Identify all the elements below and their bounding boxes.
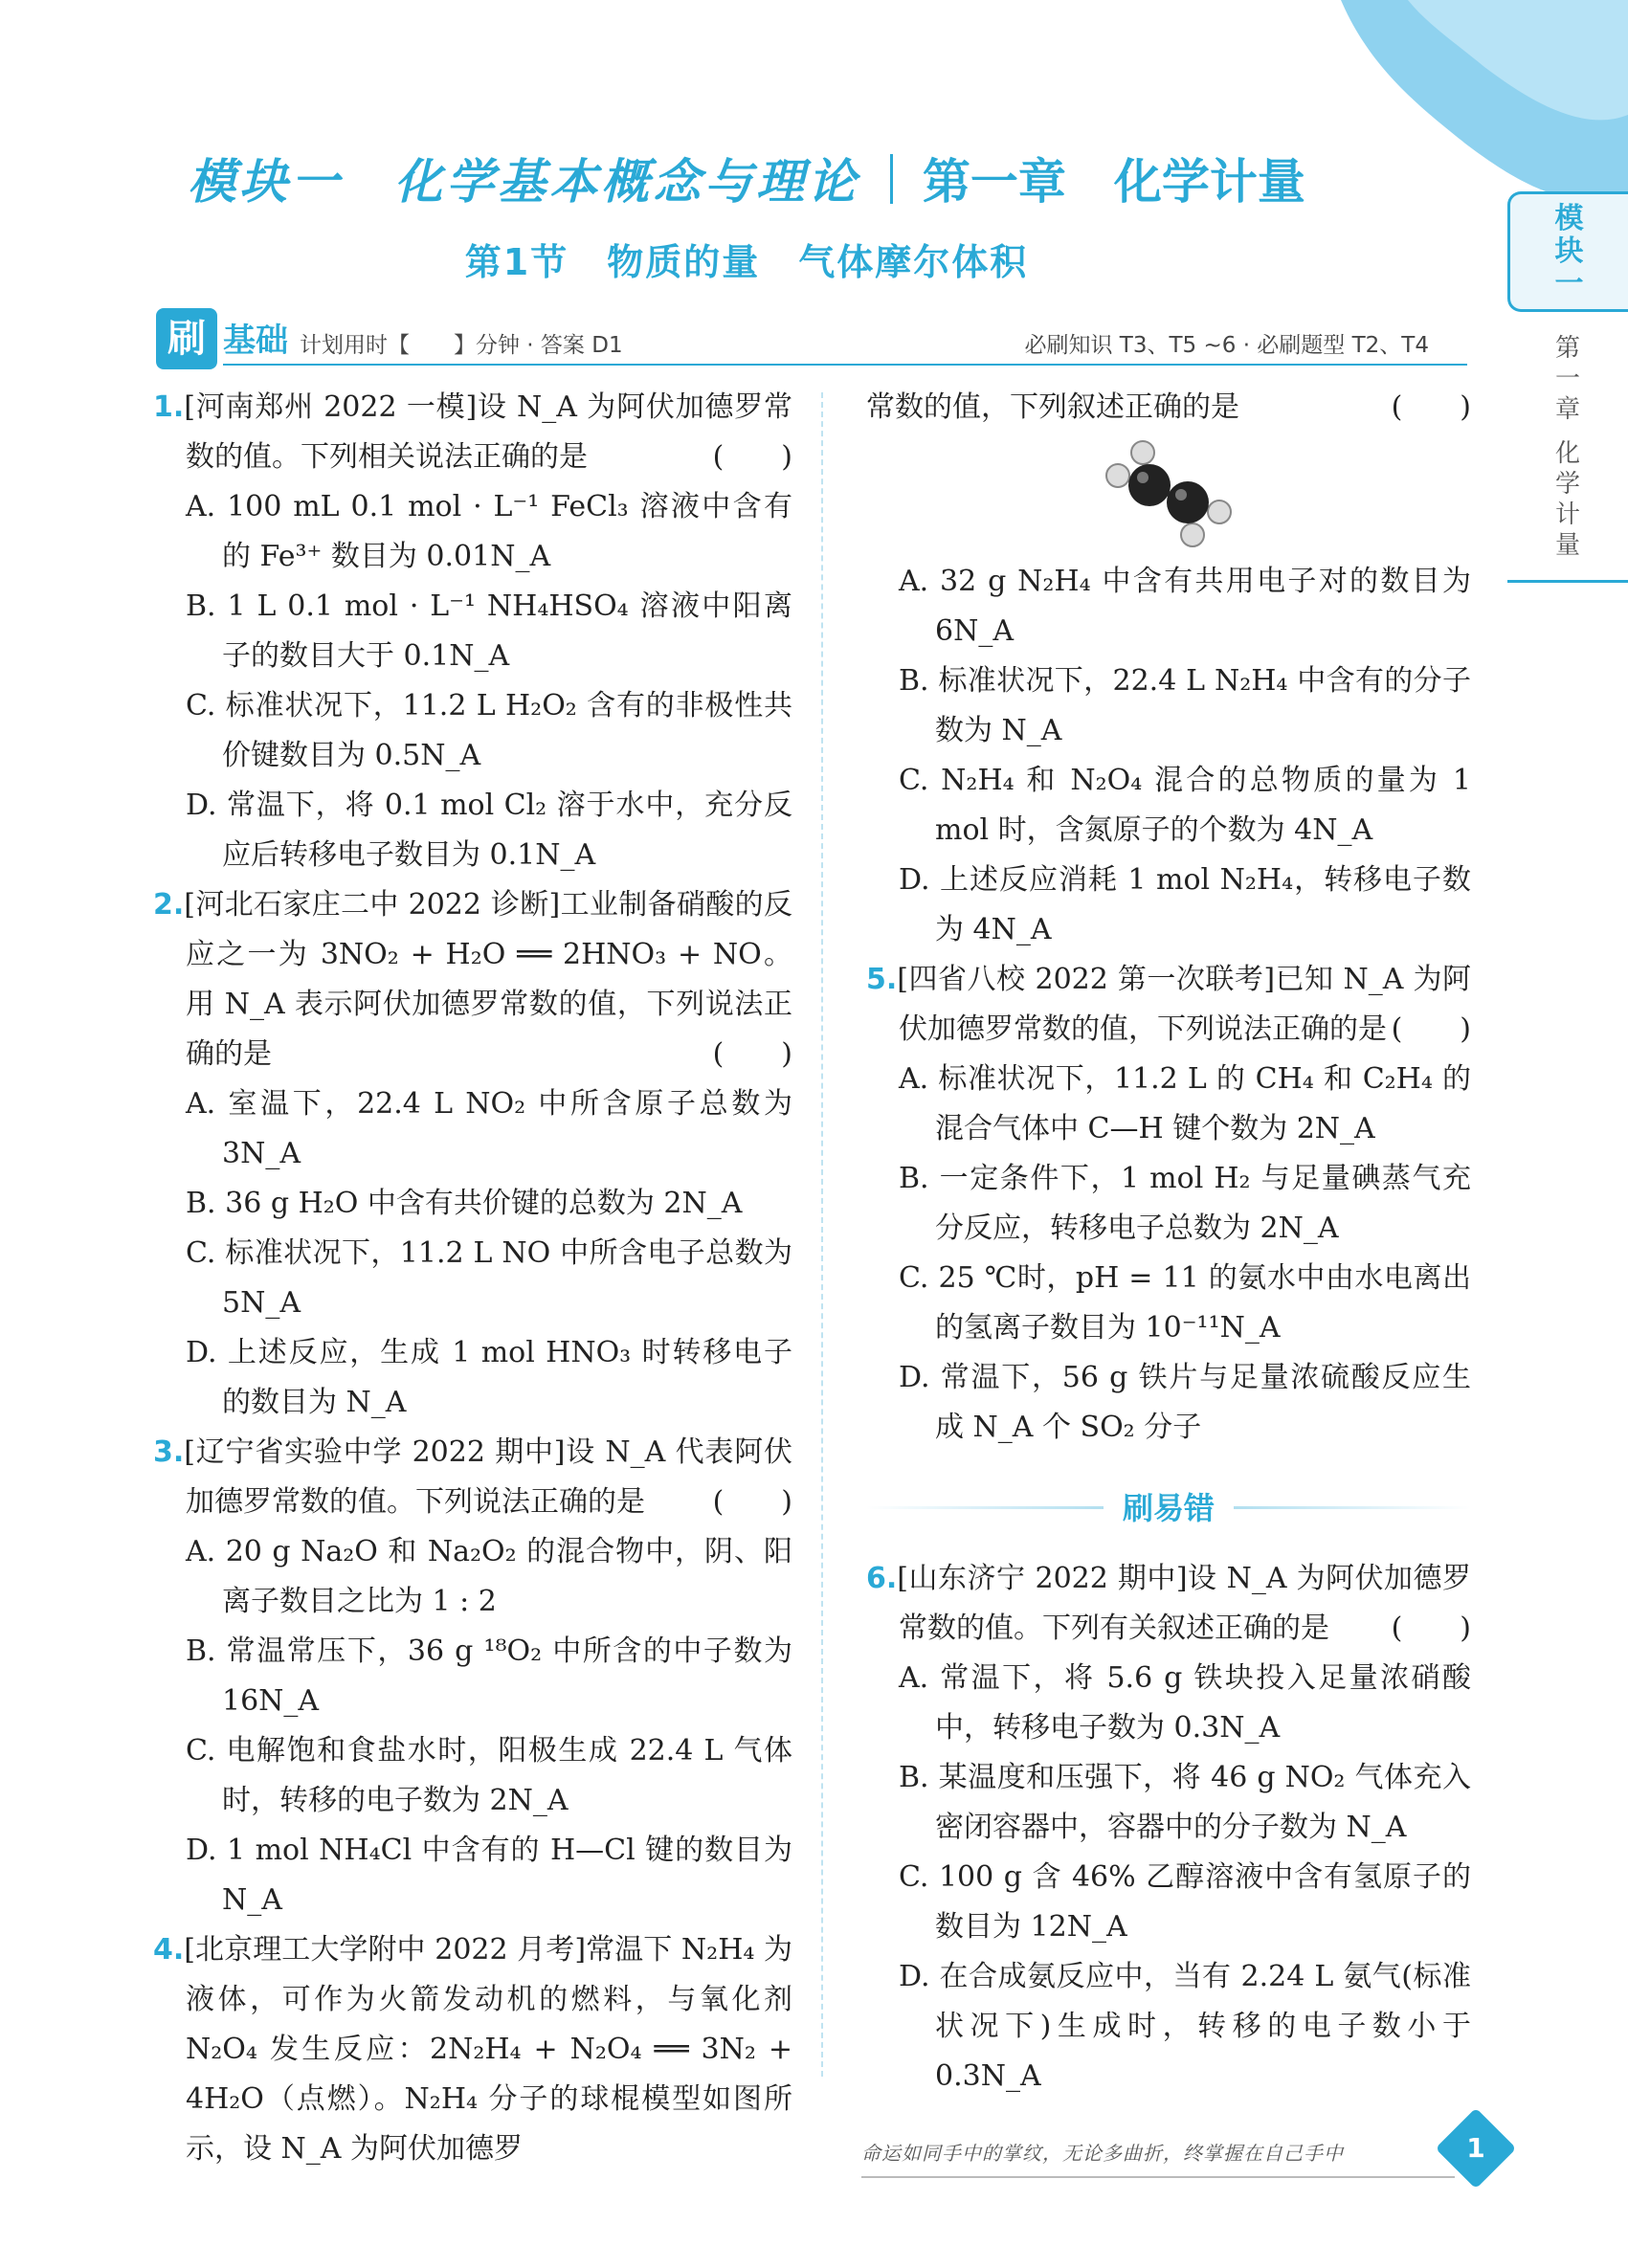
practice-label: 基础 [223, 322, 288, 360]
question-text: [北京理工大学附中 2022 月考]常温下 N₂H₄ 为液体，可作为火箭发动机的燃料，与氧化剂 N₂O₄ 发生反应：2N₂H₄ + N₂O₄ ══ 3N₂ + 4H₂O（点燃）。N₂H₄ 分子的球棍模型如图所示，设 N_A 为阿伏加德罗 [184, 1933, 792, 2166]
question-stem-continued [866, 383, 1471, 433]
question-text: [河南郑州 2022 一模]设 N_A 为阿伏加德罗常数的值。下列相关说法正确的是 [184, 390, 792, 474]
column-divider [821, 392, 823, 2077]
question-stem [153, 880, 792, 1079]
page-number: 1 [1466, 2132, 1485, 2164]
option-d: D. 常温下，将 0.1 mol Cl₂ 溶于水中，充分反应后转移电子数目为 0.1N_A [186, 789, 792, 872]
question-2 [153, 880, 792, 1428]
question-text: [四省八校 2022 第一次联考]已知 N_A 为阿伏加德罗常数的值，下列说法正确的是 [897, 963, 1471, 1046]
option-a: A. 32 g N₂H₄ 中含有共用电子对的数目为 6N_A [899, 565, 1471, 648]
question-number: 5. [866, 963, 898, 996]
must-info: 必刷知识 T3、T5 ~6 · 必刷题型 T2、T4 [1024, 333, 1429, 358]
time-info: 计划用时【 】分钟 · 答案 D1 [300, 333, 623, 358]
answer-blank: ( ) [1391, 390, 1471, 424]
tab-char: 化 [1554, 439, 1580, 468]
question-stem [866, 1554, 1471, 1654]
tab-char: 模 [1554, 202, 1584, 235]
tab-char: 计 [1554, 500, 1580, 529]
option-c: C. 100 g 含 46% 乙醇溶液中含有氢原子的数目为 12N_A [899, 1860, 1471, 1944]
option-c: C. 标准状况下，11.2 L NO 中所含电子总数为 5N_A [186, 1236, 792, 1320]
question-text: [辽宁省实验中学 2022 期中]设 N_A 代表阿伏加德罗常数的值。下列说法正确的是 [184, 1435, 792, 1519]
option-c: C. 标准状况下，11.2 L H₂O₂ 含有的非极性共价键数目为 0.5N_A [186, 689, 792, 772]
option-a: A. 室温下，22.4 L NO₂ 中所含原子总数为 3N_A [186, 1087, 792, 1170]
option-d: D. 在合成氨反应中，当有 2.24 L 氨气(标准状况下)生成时，转移的电子数小于 0.3N_A [899, 1960, 1471, 2093]
molecule-figure [1097, 437, 1240, 552]
question-3 [153, 1428, 792, 1925]
question-text: [山东济宁 2022 期中]设 N_A 为阿伏加德罗常数的值。下列有关叙述正确的是 [897, 1562, 1471, 1645]
question-6 [866, 1554, 1471, 2101]
question-stem [153, 1428, 792, 1527]
question-number: 2. [153, 888, 185, 922]
question-number: 4. [153, 1933, 185, 1967]
question-4-continued [866, 383, 1471, 955]
option-d: D. 上述反应，生成 1 mol HNO₃ 时转移电子的数目为 N_A [186, 1336, 792, 1419]
option-b: B. 标准状况下，22.4 L N₂H₄ 中含有的分子数为 N_A [899, 664, 1471, 747]
practice-bar [156, 308, 1467, 366]
tab-char: 块 [1554, 234, 1584, 268]
chapter-tab-text [1507, 333, 1628, 561]
footer-motto: 命运如同手中的掌纹，无论多曲折，终掌握在自己手中 [861, 2142, 1344, 2165]
tab-char: 量 [1554, 531, 1580, 560]
option-a: A. 100 mL 0.1 mol · L⁻¹ FeCl₃ 溶液中含有的 Fe³⁺ 数目为 0.01N_A [186, 490, 792, 573]
option-b: B. 常温常压下，36 g ¹⁸O₂ 中所含的中子数为 16N_A [186, 1634, 792, 1718]
section-title: 第1节 物质的量 气体摩尔体积 [464, 241, 1029, 283]
right-column [866, 383, 1471, 2101]
option-b: B. 一定条件下，1 mol H₂ 与足量碘蒸气充分反应，转移电子总数为 2N_A [899, 1162, 1471, 1245]
module-tab [1507, 191, 1628, 312]
tab-char: 一 [1554, 365, 1580, 393]
option-a: A. 20 g Na₂O 和 Na₂O₂ 的混合物中，阴、阳离子数目之比为 1 : 2 [186, 1535, 792, 1618]
question-number: 3. [153, 1435, 185, 1469]
module-title: 模块一 化学基本概念与理论 [188, 154, 860, 210]
question-number: 1. [153, 390, 185, 424]
question-5 [866, 955, 1471, 1453]
page-title [0, 144, 1493, 212]
tab-char: 章 [1554, 395, 1580, 424]
practice-badge: 刷 [156, 308, 217, 369]
answer-blank: ( ) [712, 1485, 792, 1519]
question-1 [153, 383, 792, 880]
question-text: [河北石家庄二中 2022 诊断]工业制备硝酸的反应之一为 3NO₂ + H₂O ══ 2HNO₃ + NO。用 N_A 表示阿伏加德罗常数的值，下列说法正确的是 [184, 888, 792, 1071]
option-c: C. 25 ℃时，pH = 11 的氨水中由水电离出的氢离子数目为 10⁻¹¹N_A [899, 1261, 1471, 1345]
question-text: 常数的值，下列叙述正确的是 [866, 390, 1239, 424]
option-a: A. 标准状况下，11.2 L 的 CH₄ 和 C₂H₄ 的混合气体中 C—H 键个数为 2N_A [899, 1062, 1471, 1145]
title-separator [890, 154, 893, 204]
option-b: B. 1 L 0.1 mol · L⁻¹ NH₄HSO₄ 溶液中阳离子的数目大于 0.1N_A [186, 589, 792, 673]
tab-char: 一 [1554, 267, 1584, 300]
option-c: C. N₂H₄ 和 N₂O₄ 混合的总物质的量为 1 mol 时，含氮原子的个数为 4N_A [899, 764, 1471, 847]
footer-rule [861, 2176, 1455, 2178]
answer-blank: ( ) [712, 1037, 792, 1071]
tab-char: 学 [1554, 470, 1580, 499]
n2h4-ball-stick-model [866, 433, 1471, 557]
option-d: D. 1 mol NH₄Cl 中含有的 H—Cl 键的数目为 N_A [186, 1834, 792, 1917]
page-number-badge [1436, 2108, 1517, 2190]
error-practice-divider [866, 1478, 1471, 1535]
answer-blank: ( ) [1391, 1012, 1471, 1046]
left-column [153, 383, 792, 2174]
tab-char: 第 [1554, 334, 1580, 363]
answer-blank: ( ) [1391, 1612, 1471, 1645]
option-b: B. 某温度和压强下，将 46 g NO₂ 气体充入密闭容器中，容器中的分子数为 N_A [899, 1761, 1471, 1844]
bar-rule [223, 364, 1467, 366]
tab-rule [1507, 580, 1628, 583]
option-b: B. 36 g H₂O 中含有共价键的总数为 2N_A [186, 1187, 743, 1220]
option-d: D. 常温下，56 g 铁片与足量浓硫酸反应生成 N_A 个 SO₂ 分子 [899, 1361, 1471, 1444]
divider-label: 刷易错 [1104, 1483, 1234, 1533]
question-number: 6. [866, 1562, 898, 1595]
chapter-title: 第一章 化学计量 [922, 154, 1305, 210]
option-c: C. 电解饱和食盐水时，阳极生成 22.4 L 气体时，转移的电子数为 2N_A [186, 1734, 792, 1817]
answer-blank: ( ) [712, 440, 792, 474]
option-a: A. 常温下，将 5.6 g 铁块投入足量浓硝酸中，转移电子数为 0.3N_A [899, 1661, 1471, 1745]
question-4 [153, 1925, 792, 2174]
side-tab [1507, 191, 1628, 583]
question-stem [153, 383, 792, 482]
option-d: D. 上述反应消耗 1 mol N₂H₄，转移电子数为 4N_A [899, 863, 1471, 946]
question-stem [866, 955, 1471, 1055]
question-stem [153, 1925, 792, 2174]
footer [861, 2134, 1474, 2182]
